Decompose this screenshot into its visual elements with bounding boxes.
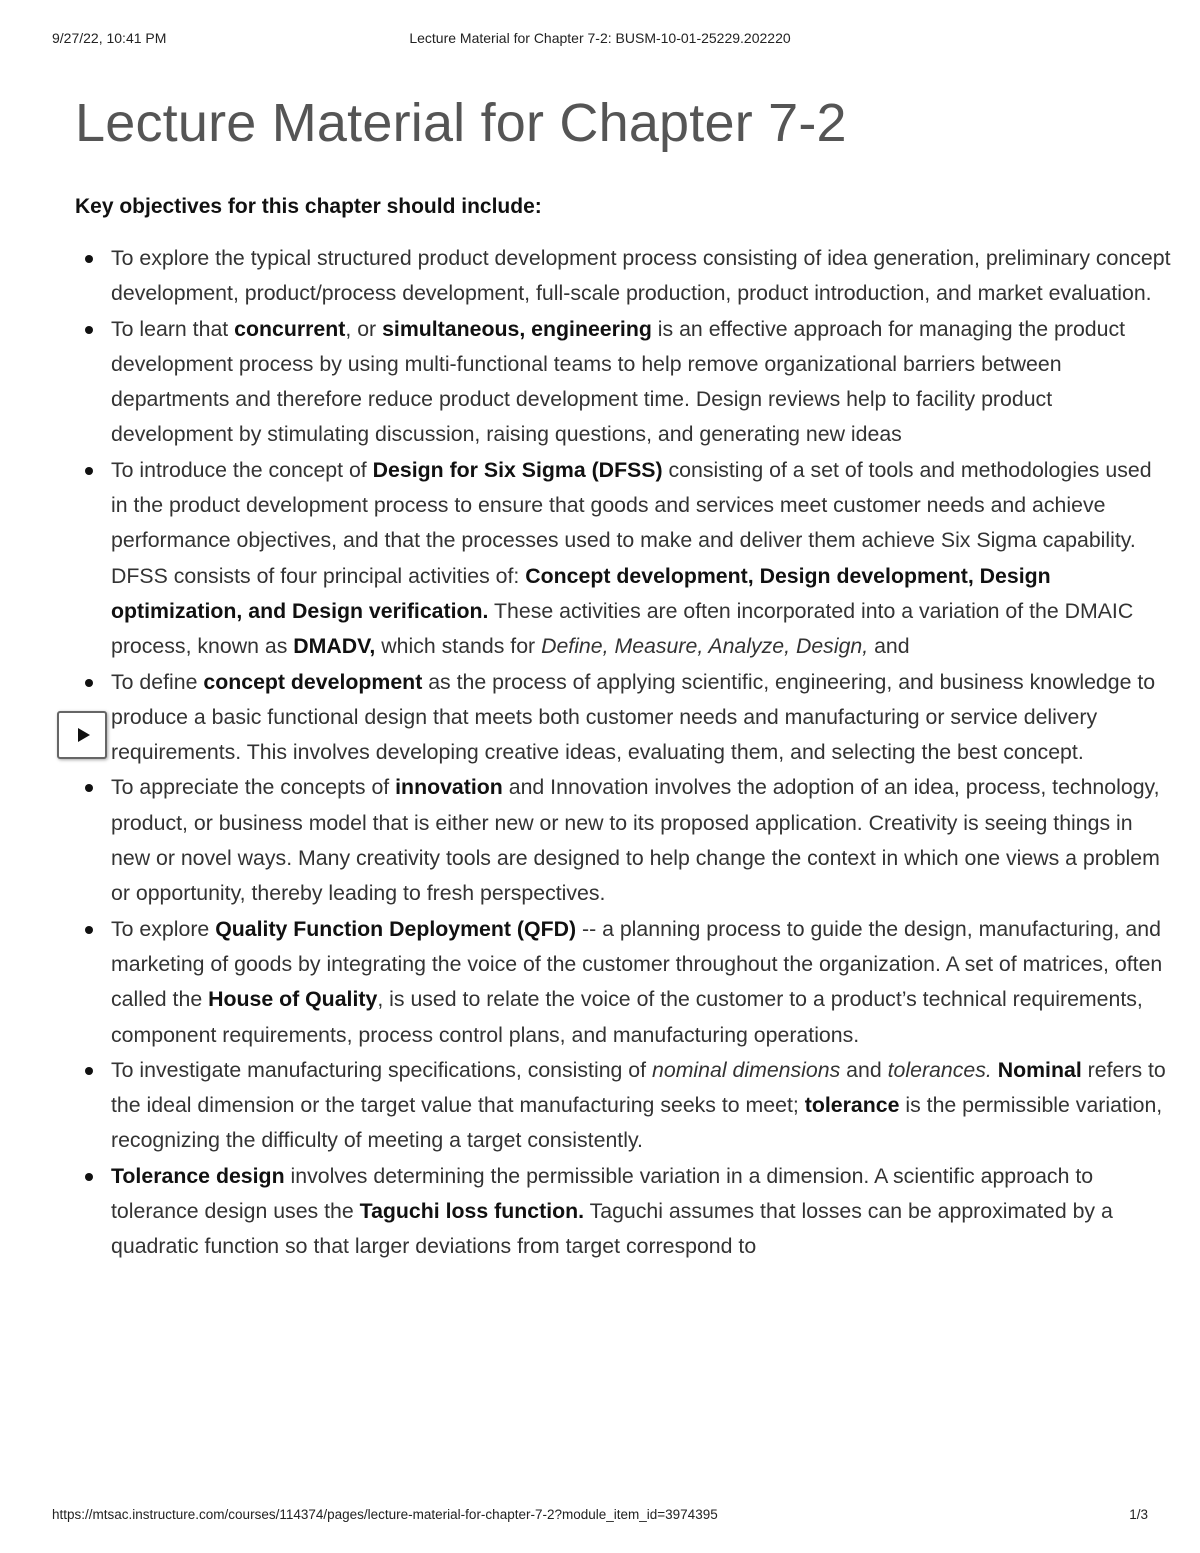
objective-text: To explore the typical structured product development process consisting of idea generation, preliminary concept development, product/process development, full-scale production, product introduction, and market evaluation. (111, 246, 1171, 306)
objective-text: -- a planning process to guide the design, manufacturing, and marketing of goods by integrating the voice of the customer throughout the organization. A set of matrices, often called the (111, 916, 1163, 1012)
objective-text: involves determining the permissible variation in a dimension. A scientific approach to tolerance design uses the (111, 1163, 1094, 1224)
objective-text: To learn that (111, 316, 235, 341)
objective-text: To investigate manufacturing specifications, consisting of (111, 1057, 652, 1082)
page-title: Lecture Material for Chapter 7-2 (75, 93, 847, 153)
objective-text: Taguchi assumes that losses can be approximated by a quadratic function so that larger deviations from target correspond to (111, 1199, 1113, 1259)
print-header (52, 30, 1148, 50)
emphasis-term: DMADV, (293, 634, 376, 659)
print-page-title: Lecture Material for Chapter 7-2: BUSM-10-01-25229.202220 (409, 30, 791, 46)
objective-text: refers to the ideal dimension or the target value that manufacturing seeks to meet; (111, 1057, 1166, 1118)
objective-text: and (840, 1057, 888, 1082)
emphasis-term: tolerance (804, 1093, 900, 1118)
objective-text: which stands for (375, 634, 542, 659)
play-icon (78, 728, 90, 742)
objective-text: and (868, 634, 910, 659)
objective-text: These activities are often incorporated into a variation of the DMAIC process, known as (111, 598, 1134, 659)
objective-text: To explore (111, 916, 216, 941)
bullet-icon (85, 784, 93, 792)
objective-text: To appreciate the concepts of (111, 775, 396, 800)
print-footer (52, 1507, 1148, 1527)
emphasis-term: Taguchi loss function. (359, 1199, 585, 1224)
objective-item (111, 770, 1171, 911)
emphasis-term: Concept development, Design development, Design optimization, and Design verification. (111, 563, 1051, 623)
objective-item (111, 453, 1171, 665)
bullet-icon (85, 255, 93, 263)
play-button[interactable] (57, 711, 107, 759)
objective-text: , or (345, 316, 383, 341)
emphasis-term: innovation (395, 775, 503, 800)
italic-text: Define, Measure, Analyze, Design, (541, 634, 869, 659)
objectives-list (75, 241, 1171, 1265)
objective-text: is an effective approach for managing the product development process by using multi-functional teams to help remove organizational barriers between departments and therefore reduce product development time. Design reviews help to facility product development by stimulating discussion, raising questions, and generating new ideas (111, 316, 1126, 447)
italic-text: tolerances. (887, 1057, 992, 1082)
objective-item (111, 312, 1171, 453)
emphasis-term: Quality Function Deployment (QFD) (215, 916, 577, 941)
emphasis-term: House of Quality (208, 987, 378, 1012)
bullet-icon (85, 926, 93, 934)
objective-item (111, 241, 1171, 312)
print-datetime: 9/27/22, 10:41 PM (52, 30, 167, 46)
emphasis-term: concurrent (234, 316, 346, 341)
italic-text: nominal dimensions (652, 1057, 841, 1082)
objective-text: as the process of applying scientific, engineering, and business knowledge to produce a basic functional design that meets both customer needs and manufacturing or service delivery requirements. This involves developing creative ideas, evaluating them, and selecting the best concept. (111, 669, 1156, 765)
objective-item (111, 1159, 1171, 1265)
bullet-icon (85, 1173, 93, 1181)
objective-text: To define (111, 669, 204, 694)
emphasis-term: Nominal (997, 1057, 1082, 1082)
page-url[interactable]: https://mtsac.instructure.com/courses/114374/pages/lecture-material-for-chapter-7-2?module_item_id=3974395 (52, 1507, 718, 1522)
emphasis-term: Design for Six Sigma (DFSS) (372, 457, 663, 482)
emphasis-term: concept development (203, 669, 423, 694)
objective-text: , is used to relate the voice of the customer to a product’s technical requirements, component requirements, process control plans, and manufacturing operations. (111, 987, 1143, 1047)
objective-item (111, 912, 1171, 1053)
objective-text: is the permissible variation, recognizing the difficulty of meeting a target consistently. (111, 1093, 1163, 1153)
bullet-icon (85, 1067, 93, 1075)
objective-text: consisting of a set of tools and methodologies used in the product development process to ensure that goods and services meet customer needs and achieve performance objectives, and that the processes used to make and deliver them achieve Six Sigma capability. DFSS consists of four principal activities of: (111, 457, 1152, 588)
objective-item (111, 1053, 1171, 1159)
bullet-icon (85, 326, 93, 334)
objective-text: and Innovation involves the adoption of an idea, process, technology, product, or business model that is either new or new to its proposed application. Creativity is seeing things in new or novel ways. Many creativity tools are designed to help change the context in which one views a problem or opportunity, thereby leading to fresh perspectives. (111, 775, 1160, 906)
objective-text: To introduce the concept of (111, 457, 373, 482)
emphasis-term: simultaneous, engineering (382, 316, 652, 341)
objectives-heading: Key objectives for this chapter should include: (75, 195, 542, 218)
page-number: 1/3 (1129, 1507, 1148, 1522)
bullet-icon (85, 467, 93, 475)
objective-item (111, 665, 1171, 771)
emphasis-term: Tolerance design (111, 1163, 285, 1188)
bullet-icon (85, 679, 93, 687)
